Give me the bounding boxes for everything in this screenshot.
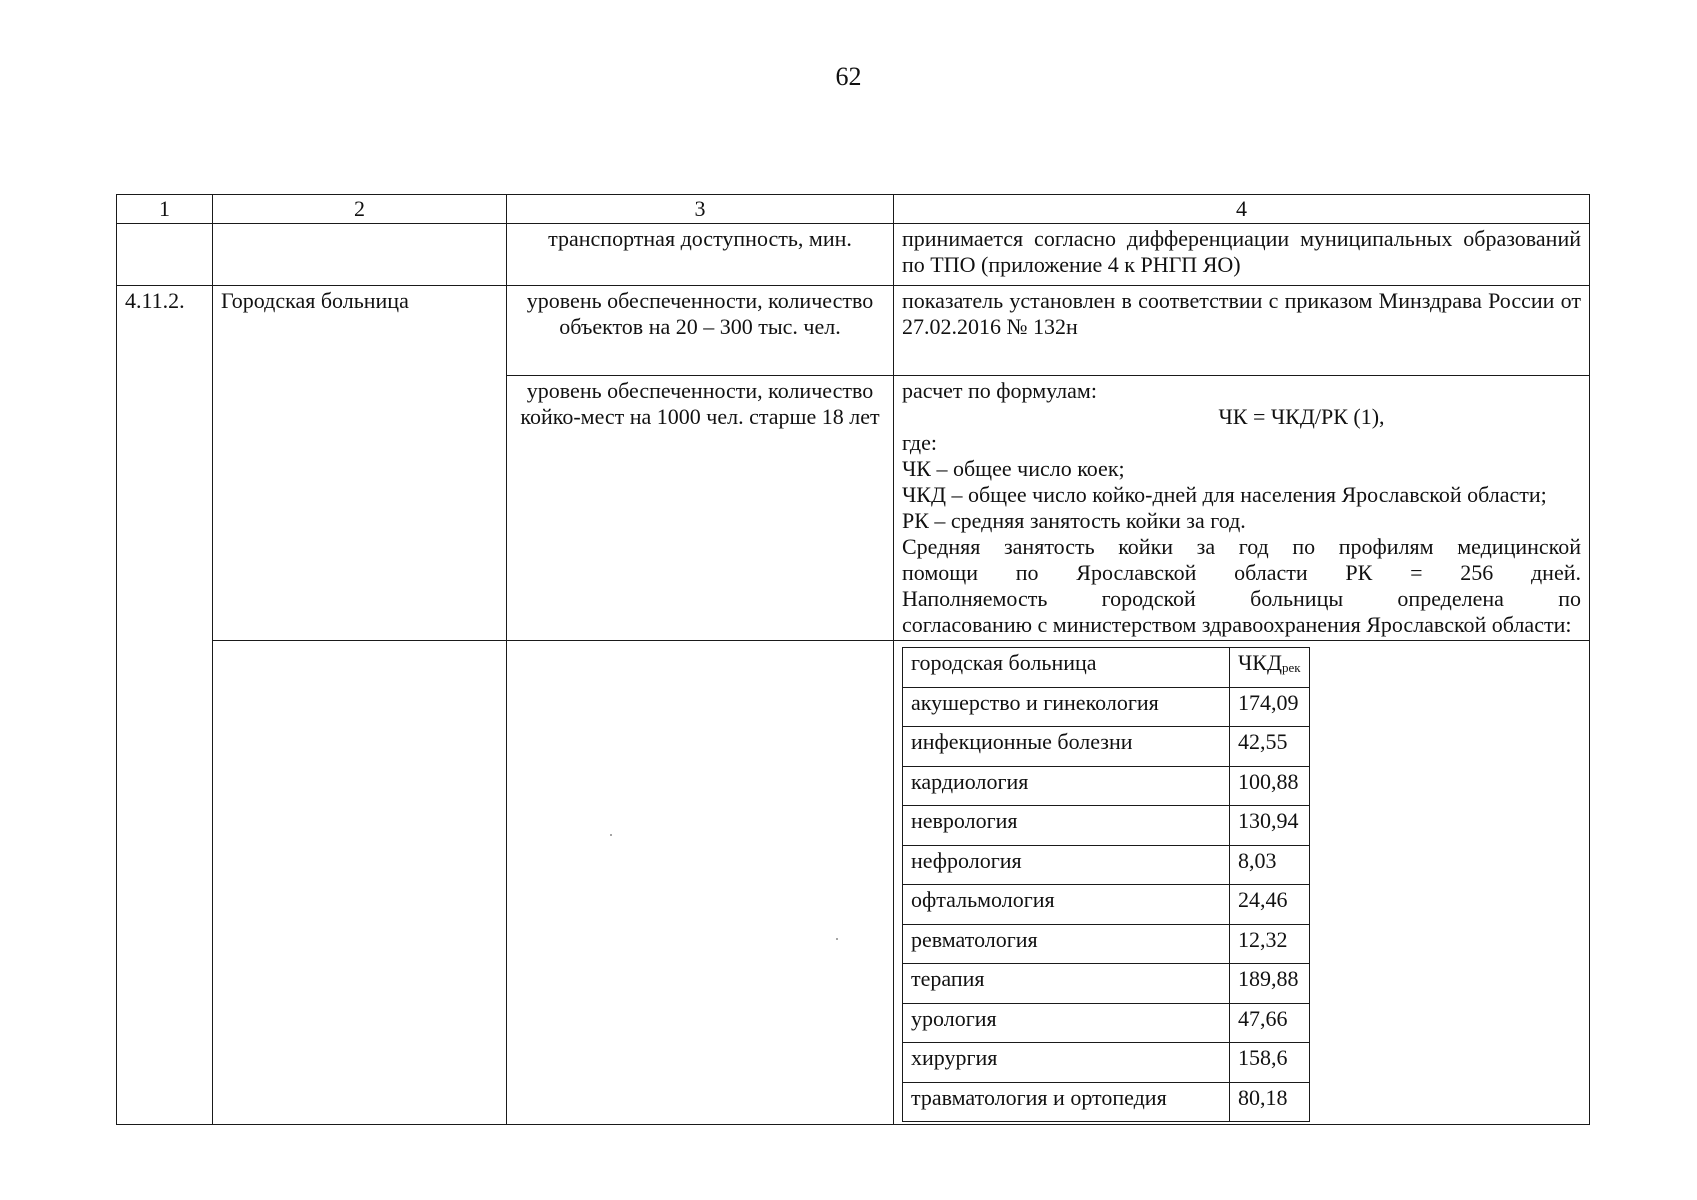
- profiles-table: [902, 647, 1310, 1122]
- regulations-table: [116, 194, 1590, 1125]
- table-row-hospital-profiles: [117, 641, 1590, 1125]
- profiles-header-name: городская больница: [903, 648, 1230, 688]
- profiles-cell: [894, 641, 1590, 1125]
- profile-row: [903, 766, 1310, 806]
- transport-description: принимается согласно дифференциации муниципальных образований по ТПО (приложение 4 к РНГП ЯО): [894, 224, 1590, 286]
- profile-row: [903, 964, 1310, 1004]
- calc-where: где:: [902, 430, 937, 455]
- empty-cell: [213, 641, 507, 1125]
- profile-row: [903, 1082, 1310, 1122]
- profile-row: [903, 885, 1310, 925]
- header-cell-4: 4: [894, 195, 1590, 224]
- facility-name: Городская больница: [213, 286, 507, 641]
- beds-indicator: уровень обеспеченности, количество койко-мест на 1000 чел. старше 18 лет: [507, 376, 894, 641]
- transport-indicator: транспортная доступность, мин.: [507, 224, 894, 286]
- scan-speck: [836, 938, 838, 940]
- definition-chkd: ЧКД – общее число койко-дней для населения Ярославской области;: [902, 482, 1547, 507]
- paragraph-rest: согласованию с министерством здравоохранения Ярославской области:: [902, 612, 1572, 637]
- paragraph-line: помощи по Ярославской области РК = 256 дней.: [902, 560, 1581, 585]
- calc-intro: расчет по формулам:: [902, 378, 1097, 403]
- profile-value: 174,09: [1230, 687, 1310, 727]
- profile-row: [903, 1043, 1310, 1083]
- chkd-subscript: рек: [1281, 660, 1301, 675]
- beds-calculation: [894, 376, 1590, 641]
- profile-value: 8,03: [1230, 845, 1310, 885]
- profile-name: ревматология: [903, 924, 1230, 964]
- scan-speck: [610, 834, 612, 836]
- profile-row: [903, 727, 1310, 767]
- header-cell-3: 3: [507, 195, 894, 224]
- table-row-hospital-objects: [117, 286, 1590, 376]
- profile-row: [903, 1003, 1310, 1043]
- definition-chk: ЧК – общее число коек;: [902, 456, 1125, 481]
- header-cell-2: 2: [213, 195, 507, 224]
- profile-name: хирургия: [903, 1043, 1230, 1083]
- calc-formula: ЧК = ЧКД/РК (1),: [1218, 404, 1385, 429]
- definition-rk: РК – средняя занятость койки за год.: [902, 508, 1246, 533]
- profile-name: неврология: [903, 806, 1230, 846]
- profile-value: 100,88: [1230, 766, 1310, 806]
- header-cell-1: 1: [117, 195, 213, 224]
- empty-cell: [117, 224, 213, 286]
- table-header-row: [117, 195, 1590, 224]
- profile-row: [903, 845, 1310, 885]
- section-number: 4.11.2.: [117, 286, 213, 1125]
- profile-value: 158,6: [1230, 1043, 1310, 1083]
- empty-cell: [213, 224, 507, 286]
- profile-name: травматология и ортопедия: [903, 1082, 1230, 1122]
- profile-name: кардиология: [903, 766, 1230, 806]
- table-row-transport: [117, 224, 1590, 286]
- empty-cell: [507, 641, 894, 1125]
- profiles-header-row: [903, 648, 1310, 688]
- profile-value: 24,46: [1230, 885, 1310, 925]
- profile-row: [903, 924, 1310, 964]
- profile-value: 189,88: [1230, 964, 1310, 1004]
- page-number: 62: [835, 62, 862, 91]
- profile-name: офтальмология: [903, 885, 1230, 925]
- profiles-header-value: [1230, 648, 1310, 688]
- objects-indicator: уровень обеспеченности, количество объектов на 20 – 300 тыс. чел.: [507, 286, 894, 376]
- objects-description: показатель установлен в соответствии с приказом Минздрава России от 27.02.2016 № 132н: [894, 286, 1590, 376]
- profile-value: 47,66: [1230, 1003, 1310, 1043]
- profile-name: урология: [903, 1003, 1230, 1043]
- profile-name: терапия: [903, 964, 1230, 1004]
- profile-name: инфекционные болезни: [903, 727, 1230, 767]
- chkd-label: ЧКД: [1238, 650, 1282, 675]
- profile-value: 42,55: [1230, 727, 1310, 767]
- profile-value: 80,18: [1230, 1082, 1310, 1122]
- profile-value: 12,32: [1230, 924, 1310, 964]
- profile-row: [903, 687, 1310, 727]
- profile-name: нефрология: [903, 845, 1230, 885]
- paragraph-line: Наполняемость городской больницы определена по: [902, 586, 1581, 611]
- profile-row: [903, 806, 1310, 846]
- paragraph-line: Средняя занятость койки за год по профилям медицинской: [902, 534, 1581, 559]
- profile-name: акушерство и гинекология: [903, 687, 1230, 727]
- profile-value: 130,94: [1230, 806, 1310, 846]
